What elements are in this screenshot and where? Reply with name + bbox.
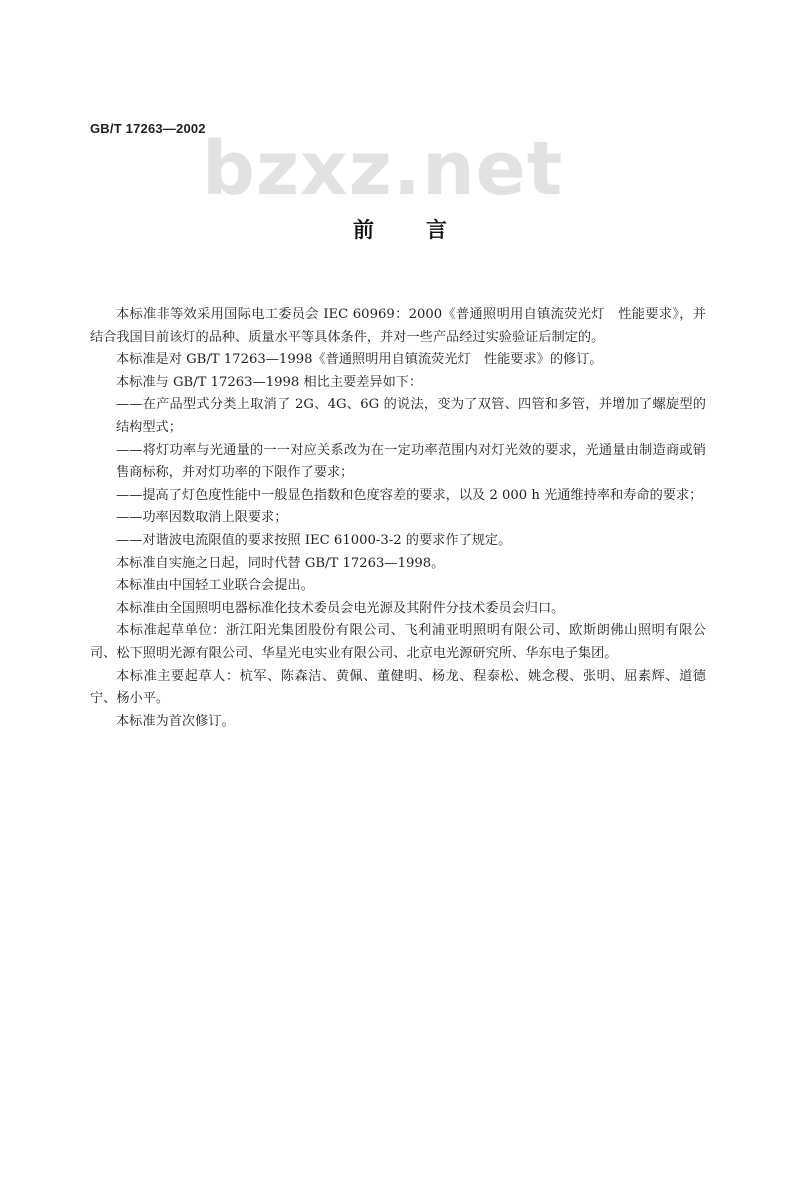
- list-item: ——提高了灯色度性能中一般显色指数和色度容差的要求，以及 2 000 h 光通维持率和寿命的要求；: [116, 487, 703, 503]
- paragraph: 本标准是对 GB/T 17263—1998《普通照明用自镇流荧光灯 性能要求》的修订。: [116, 352, 603, 368]
- paragraph: 本标准与 GB/T 17263—1998 相比主要差异如下：: [116, 374, 423, 390]
- paragraph: 本标准主要起草人：杭军、陈森洁、黄佩、董健明、杨龙、程泰松、姚念稷、张明、屈素辉、道德宁、杨小平。: [90, 668, 706, 707]
- paragraph: 本标准由中国轻工业联合会提出。: [116, 578, 314, 594]
- paragraph: 本标准由全国照明电器标准化技术委员会电光源及其附件分技术委员会归口。: [116, 600, 565, 616]
- paragraph: 本标准自实施之日起，同时代替 GB/T 17263—1998。: [116, 555, 445, 571]
- document-id: GB/T 17263—2002: [90, 121, 206, 136]
- list-item: ——对谐波电流限值的要求按照 IEC 61000-3-2 的要求作了规定。: [116, 532, 512, 548]
- list-item: ——将灯功率与光通量的一一对应关系改为在一定功率范围内对灯光效的要求，光通量由制造商或销售商标称，并对灯功率的下限作了要求；: [116, 442, 706, 481]
- paragraph: 本标准非等效采用国际电工委员会 IEC 60969：2000《普通照明用自镇流荧光灯 性能要求》，并结合我国目前该灯的品种、质量水平等具体条件，并对一些产品经过实验验证后制定的。: [90, 307, 706, 345]
- list-item: ——在产品型式分类上取消了 2G、4G、6G 的说法，变为了双管、四管和多管，并增加了螺旋型的结构型式；: [116, 397, 706, 435]
- paragraph: 本标准起草单位：浙江阳光集团股份有限公司、飞利浦亚明照明有限公司、欧斯朗佛山照明有限公司、松下照明光源有限公司、华星光电实业有限公司、北京电光源研究所、华东电子集团。: [90, 623, 706, 661]
- list-item: ——功率因数取消上限要求；: [116, 510, 288, 526]
- paragraph: 本标准为首次修订。: [116, 713, 235, 729]
- page-title: 前言: [353, 217, 499, 242]
- watermark: bzxz.net: [202, 126, 564, 212]
- document-body: [90, 304, 706, 733]
